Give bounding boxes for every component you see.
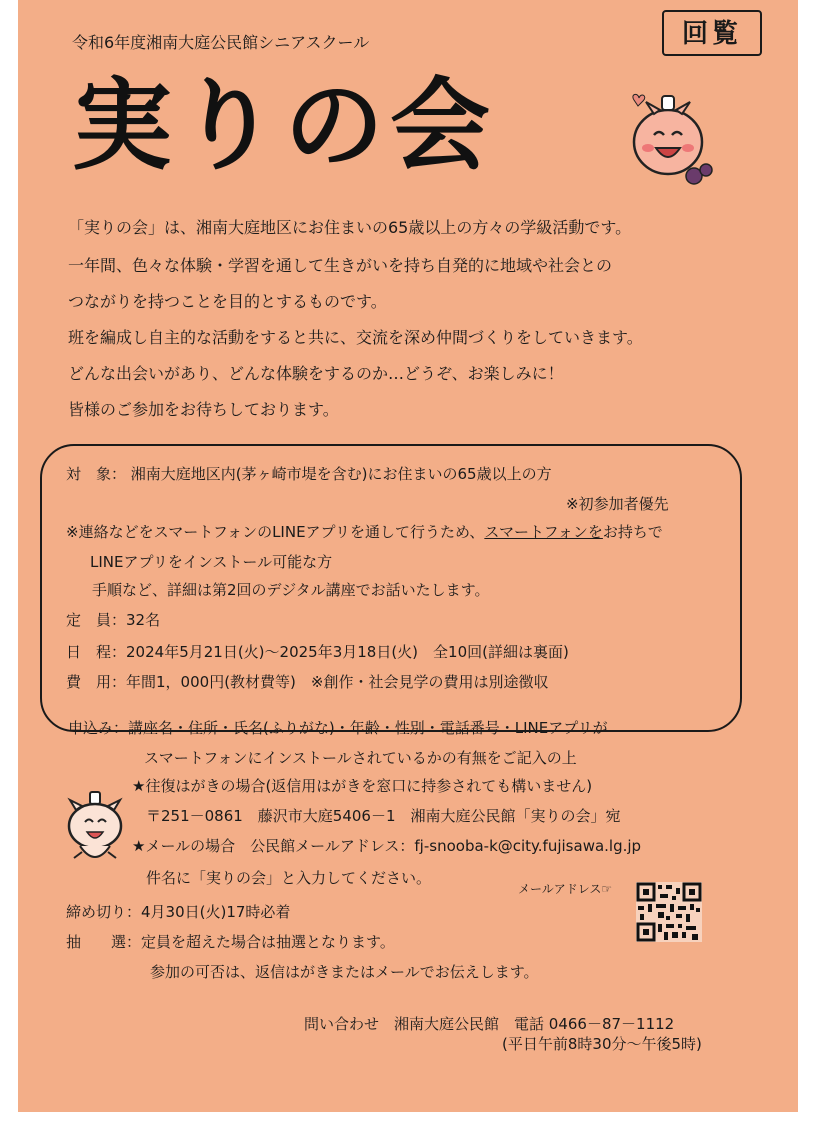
- schedule-row: [66, 642, 569, 662]
- capacity-row: [66, 610, 160, 630]
- priority-note: ※初参加者優先: [566, 495, 669, 513]
- fee-label: 費 用：: [66, 673, 127, 691]
- apply-line-2: スマートフォンにインストールされているかの有無をご記入の上: [144, 749, 577, 767]
- line-requirement: [66, 522, 663, 542]
- mascot-character-small-icon: [60, 790, 130, 870]
- lottery-line-2: 参加の可否は、返信はがきまたはメールでお伝えします。: [150, 963, 539, 981]
- line-requirement-3: 手順など、詳細は第2回のデジタル講座でお話いたします。: [92, 581, 490, 599]
- fee-value: 年間1，000円(教材費等) ※創作・社会見学の費用は別途徴収: [126, 673, 549, 691]
- capacity-value: 32名: [126, 611, 161, 629]
- schedule-label: 日 程：: [66, 643, 127, 661]
- line-requirement-prefix: ※連絡などをスマートフォンのLINEアプリを通して行うため、: [66, 523, 485, 541]
- intro-line-2: 一年間、色々な体験・学習を通して生きがいを持ち自発的に地域や社会との: [68, 256, 613, 275]
- deadline-value: 4月30日(火)17時必着: [141, 903, 291, 921]
- intro-line-4: 班を編成し自主的な活動をすると共に、交流を深め仲間づくりをしていきます。: [68, 328, 643, 347]
- lottery-label: 抽 選：: [66, 933, 142, 951]
- contact-line-1: 問い合わせ 湘南大庭公民館 電話 0466－87－1112: [304, 1015, 675, 1033]
- header-organization: 令和6年度湘南大庭公民館シニアスクール: [72, 33, 370, 52]
- intro-line-6: 皆様のご参加をお待ちしております。: [68, 400, 339, 419]
- email-label: ★メールの場合 公民館メールアドレス：: [132, 837, 415, 855]
- capacity-label: 定 員：: [66, 611, 127, 629]
- page-title: 実りの会: [72, 67, 496, 184]
- target-label: 対 象：: [66, 465, 127, 483]
- line-requirement-2: LINEアプリをインストール可能な方: [90, 553, 333, 571]
- lottery-line-1: 定員を超えた場合は抽選となります。: [141, 933, 395, 951]
- apply-line-1: 講座名・住所・氏名(ふりがな)・年齢・性別・電話番号・LINEアプリが: [128, 719, 608, 737]
- mailing-address: 〒251－0861 藤沢市大庭5406－1 湘南大庭公民館「実りの会」宛: [146, 807, 621, 825]
- intro-line-3: つながりを持つことを目的とするものです。: [68, 292, 387, 311]
- scan-margin-left: [0, 0, 18, 1123]
- mascot-character-icon: [618, 90, 718, 190]
- email-subject-note: 件名に「実りの会」と入力してください。: [146, 869, 432, 887]
- qr-code-icon[interactable]: [636, 882, 702, 942]
- scan-margin-right: [798, 0, 816, 1123]
- circulation-stamp: 回覧: [662, 10, 762, 56]
- target-value: 湘南大庭地区内(茅ヶ崎市堤を含む)にお住まいの65歳以上の方: [130, 465, 552, 483]
- target-row: [66, 464, 552, 484]
- schedule-value: 2024年5月21日(火)～2025年3月18日(火) 全10回(詳細は裏面): [126, 643, 569, 661]
- qr-label: メールアドレス☞: [518, 882, 613, 896]
- line-requirement-underlined: スマートフォンを: [484, 523, 603, 541]
- intro-line-1: 「実りの会」は、湘南大庭地区にお住まいの65歳以上の方々の学級活動です。: [68, 218, 632, 237]
- fee-row: [66, 672, 548, 692]
- apply-row: [68, 718, 608, 738]
- postcard-title: ★往復はがきの場合(返信用はがきを窓口に持参されても構いません): [132, 777, 593, 795]
- email-address-link[interactable]: fj-snooba-k@city.fujisawa.lg.jp: [414, 837, 642, 855]
- contact-hours: (平日午前8時30分～午後5時): [502, 1035, 702, 1053]
- email-row: [132, 836, 641, 856]
- deadline-label: 締め切り：: [66, 903, 142, 921]
- intro-line-5: どんな出会いがあり、どんな体験をするのか…どうぞ、お楽しみに！: [68, 364, 564, 383]
- line-requirement-suffix: お持ちで: [602, 523, 663, 541]
- lottery-row: [66, 932, 395, 952]
- deadline-row: [66, 902, 290, 922]
- apply-label: 申込み：: [68, 719, 129, 737]
- scan-margin-bottom: [0, 1112, 816, 1123]
